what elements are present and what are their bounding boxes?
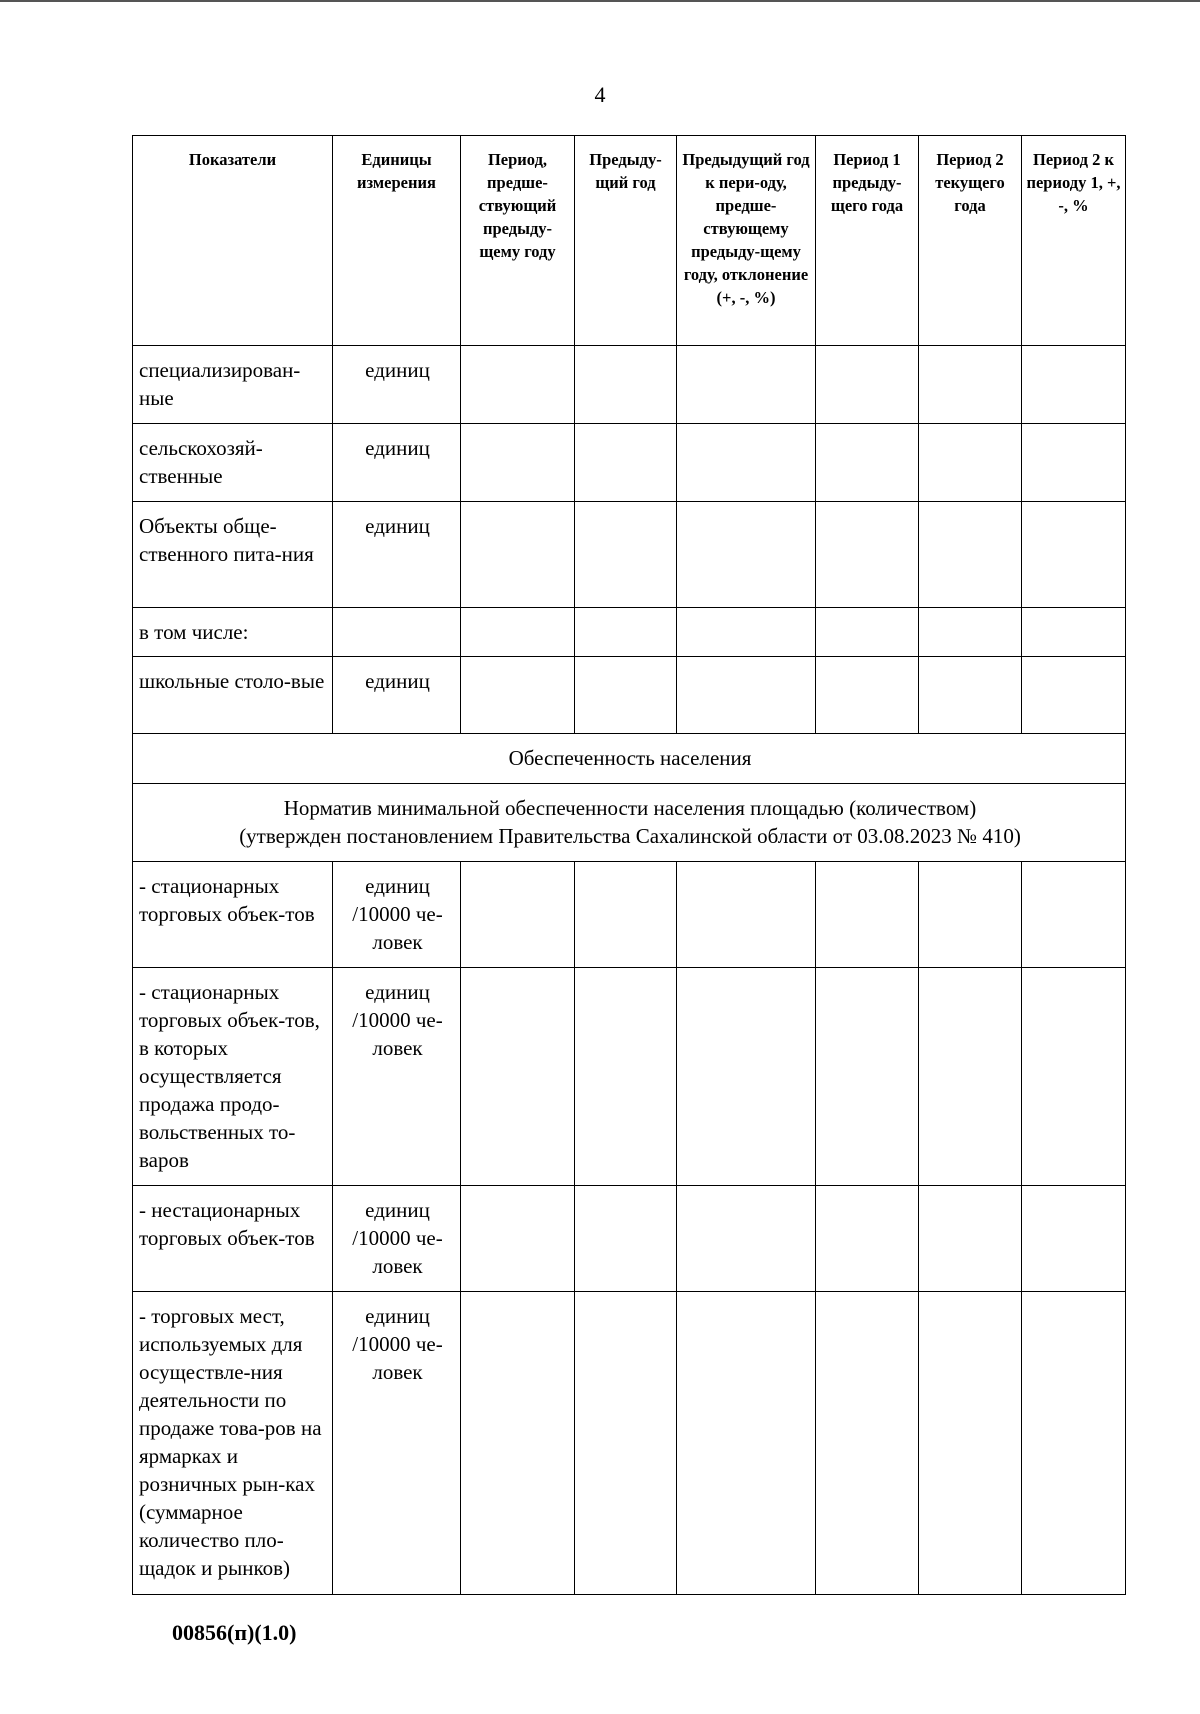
row-unit: единиц /10000 че-ловек bbox=[333, 1292, 461, 1595]
row-label: - стационарных торговых объек-тов bbox=[133, 862, 333, 968]
row-unit: единиц bbox=[333, 346, 461, 424]
section-title: Обеспеченность населения bbox=[133, 734, 1126, 784]
table-row bbox=[133, 502, 1126, 608]
row-unit: единиц /10000 че-ловек bbox=[333, 1186, 461, 1292]
header-period1-previous-year: Период 1 предыду-щего года bbox=[816, 136, 919, 346]
header-indicators: Показатели bbox=[133, 136, 333, 346]
document-code: 00856(п)(1.0) bbox=[172, 1620, 297, 1645]
header-units: Единицы измерения bbox=[333, 136, 461, 346]
norm-title-line2: (утвержден постановлением Правительства Сахалинской области от 03.08.2023 № 410) bbox=[239, 824, 1021, 848]
scan-edge bbox=[0, 0, 1200, 2]
table-row bbox=[133, 657, 1126, 734]
row-label: сельскохозяй-ственные bbox=[133, 424, 333, 502]
table-row bbox=[133, 1292, 1126, 1595]
header-period2-current-year: Период 2 текущего года bbox=[919, 136, 1022, 346]
table-row bbox=[133, 862, 1126, 968]
table-row bbox=[133, 1186, 1126, 1292]
row-label: Объекты обще-ственного пита-ния bbox=[133, 502, 333, 608]
header-previous-year: Предыду-щий год bbox=[575, 136, 677, 346]
table-row bbox=[133, 424, 1126, 502]
header-previous-year-deviation: Предыдущий год к пери-оду, предше-ствующему предыду-щему году, отклонение (+, -, %) bbox=[677, 136, 816, 346]
indicators-table bbox=[132, 135, 1126, 1595]
header-period2-vs-period1: Период 2 к периоду 1, +, -, % bbox=[1022, 136, 1126, 346]
row-label: - нестационарных торговых объек-тов bbox=[133, 1186, 333, 1292]
norm-row bbox=[133, 784, 1126, 862]
row-unit bbox=[333, 608, 461, 657]
row-label: специализирован-ные bbox=[133, 346, 333, 424]
row-label: в том числе: bbox=[133, 608, 333, 657]
row-unit: единиц bbox=[333, 502, 461, 608]
header-row bbox=[133, 136, 1126, 346]
norm-title-line1: Норматив минимальной обеспеченности населения площадью (количеством) bbox=[283, 796, 977, 820]
section-row bbox=[133, 734, 1126, 784]
table-row bbox=[133, 968, 1126, 1186]
row-unit: единиц /10000 че-ловек bbox=[333, 968, 461, 1186]
header-pre-previous-period: Период, предше-ствующий предыду-щему году bbox=[461, 136, 575, 346]
row-label: школьные столо-вые bbox=[133, 657, 333, 734]
table-row bbox=[133, 608, 1126, 657]
row-unit: единиц /10000 че-ловек bbox=[333, 862, 461, 968]
row-label: - стационарных торговых объек-тов, в которых осуществляется продажа продо-вольственных то-варов bbox=[133, 968, 333, 1186]
row-label: - торговых мест, используемых для осуществле-ния деятельности по продаже това-ров на ярмарках и розничных рын-ках (суммарное количество пло-щадок и рынков) bbox=[133, 1292, 333, 1595]
table-row bbox=[133, 346, 1126, 424]
row-unit: единиц bbox=[333, 657, 461, 734]
page-number: 4 bbox=[594, 82, 606, 107]
norm-title bbox=[133, 784, 1126, 862]
row-unit: единиц bbox=[333, 424, 461, 502]
